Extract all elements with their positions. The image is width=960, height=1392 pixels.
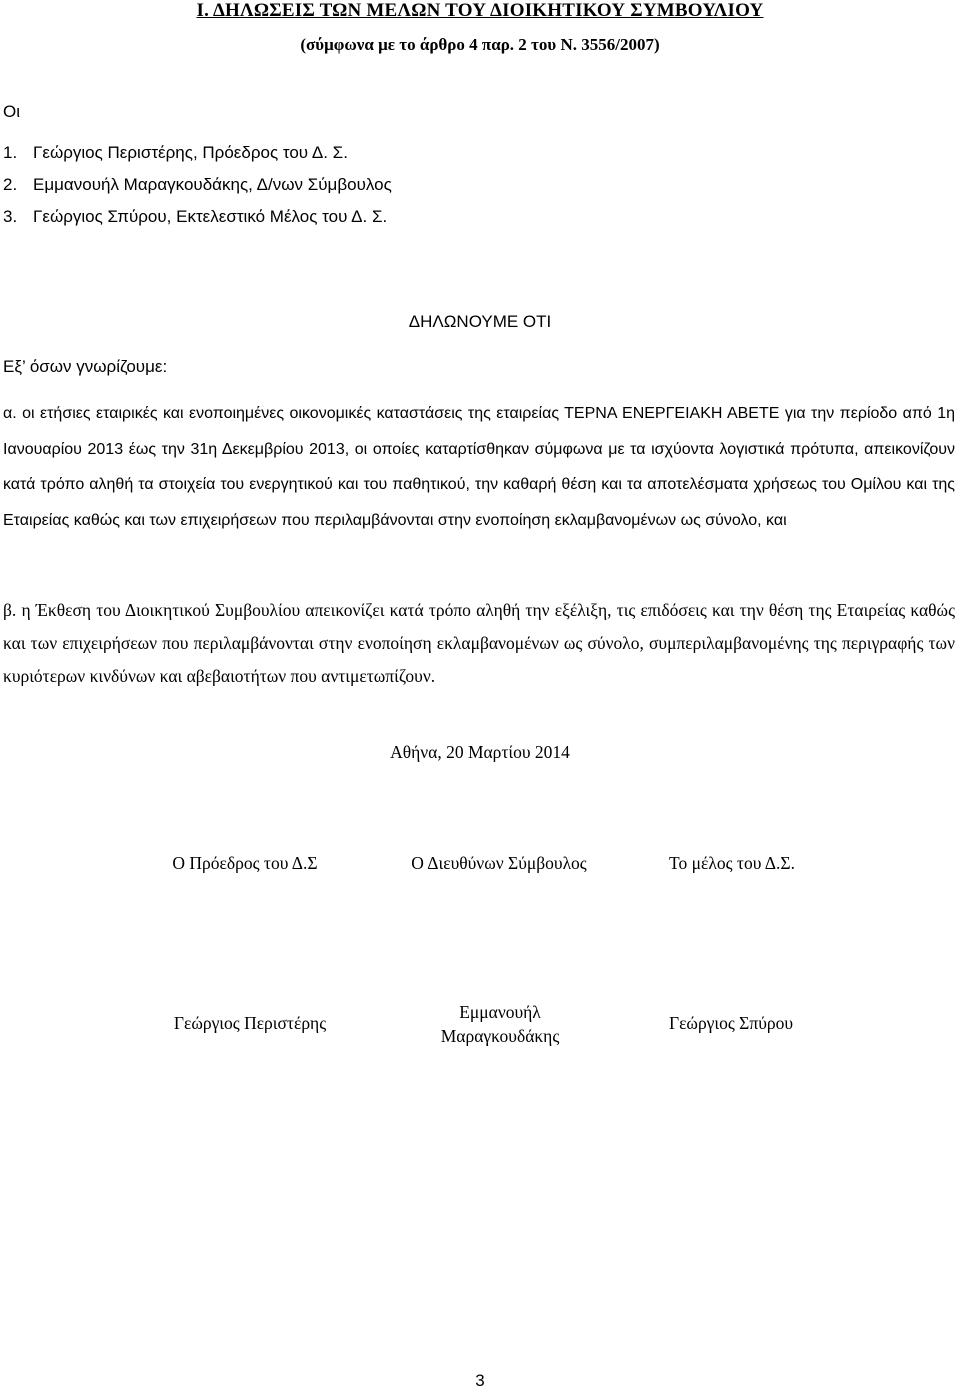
- list-item-number: 2.: [3, 175, 18, 194]
- known-label: Εξ’ όσων γνωρίζουμε:: [3, 357, 168, 376]
- list-item-text: Εμμανουήλ Μαραγκουδάκης, Δ/νων Σύμβουλος: [33, 175, 392, 194]
- members-list: [0, 137, 392, 233]
- intro-text: Οι: [3, 102, 20, 121]
- list-item: [0, 137, 392, 169]
- signatory-name-ceo: Εμμανουήλ Μαραγκουδάκης: [440, 1002, 560, 1046]
- list-item: [0, 169, 392, 201]
- list-item-number: 1.: [3, 143, 18, 162]
- list-item: [0, 201, 392, 233]
- list-item-text: Γεώργιος Σπύρου, Εκτελεστικό Μέλος του Δ. Σ.: [33, 207, 388, 226]
- signatory-name-member: Γεώργιος Σπύρου: [668, 1013, 794, 1033]
- list-item-text: Γεώργιος Περιστέρης, Πρόεδρος του Δ. Σ.: [33, 143, 348, 162]
- paragraph-b: β. η Έκθεση του Διοικητικού Συμβουλίου απεικονίζει κατά τρόπο αληθή την εξέλιξη, τις επιδόσεις και την θέση της Εταιρείας καθώς και των επιχειρήσεων που περιλαμβάνονται στην ενοποίηση εκλαμβανομένων ως σύνολο, συμπεριλαμβανομένης της περιγραφής των κυριότερων κινδύνων και αβεβαιοτήτων που αντιμετωπίζουν.: [3, 600, 955, 686]
- document-subtitle: (σύμφωνα με το άρθρο 4 παρ. 2 του Ν. 3556/2007): [300, 35, 660, 54]
- document-title: Ι. ΔΗΛΩΣΕΙΣ ΤΩΝ ΜΕΛΩΝ ΤΟΥ ΔΙΟΙΚΗΤΙΚΟΥ ΣΥΜΒΟΥΛΙΟΥ: [196, 0, 764, 21]
- declaration-heading: ΔΗΛΩΝΟΥΜΕ ΟΤΙ: [408, 312, 552, 331]
- list-item-number: 3.: [3, 207, 18, 226]
- signatory-role-member: Το μέλος του Δ.Σ.: [669, 853, 795, 873]
- date-line: Αθήνα, 20 Μαρτίου 2014: [390, 742, 570, 762]
- page-number: 3: [475, 1371, 485, 1390]
- signatory-name-chairman: Γεώργιος Περιστέρης: [173, 1013, 327, 1033]
- paragraph-a: α. οι ετήσιες εταιρικές και ενοποιημένες οικονομικές καταστάσεις της εταιρείας ΤΕΡΝΑ ΕΝΕΡΓΕΙΑΚΗ ΑΒΕΤΕ για την περίοδο από 1η Ιανουαρίου 2013 έως την 31η Δεκεμβρίου 2013, οι οποίες καταρτίσθηκαν σύμφωνα με τα ισχύοντα λογιστικά πρότυπα, απεικονίζουν κατά τρόπο αληθή τα στοιχεία του ενεργητικού και του παθητικού, την καθαρή θέση και τα αποτελέσματα χρήσεως του Ομίλου και της Εταιρείας καθώς και των επιχειρήσεων που περιλαμβάνονται στην ενοποίηση εκλαμβανομένων ως σύνολο, και: [3, 405, 955, 529]
- signatory-role-ceo: Ο Διευθύνων Σύμβουλος: [411, 853, 587, 873]
- signatory-role-chairman: Ο Πρόεδρος του Δ.Σ: [172, 853, 318, 873]
